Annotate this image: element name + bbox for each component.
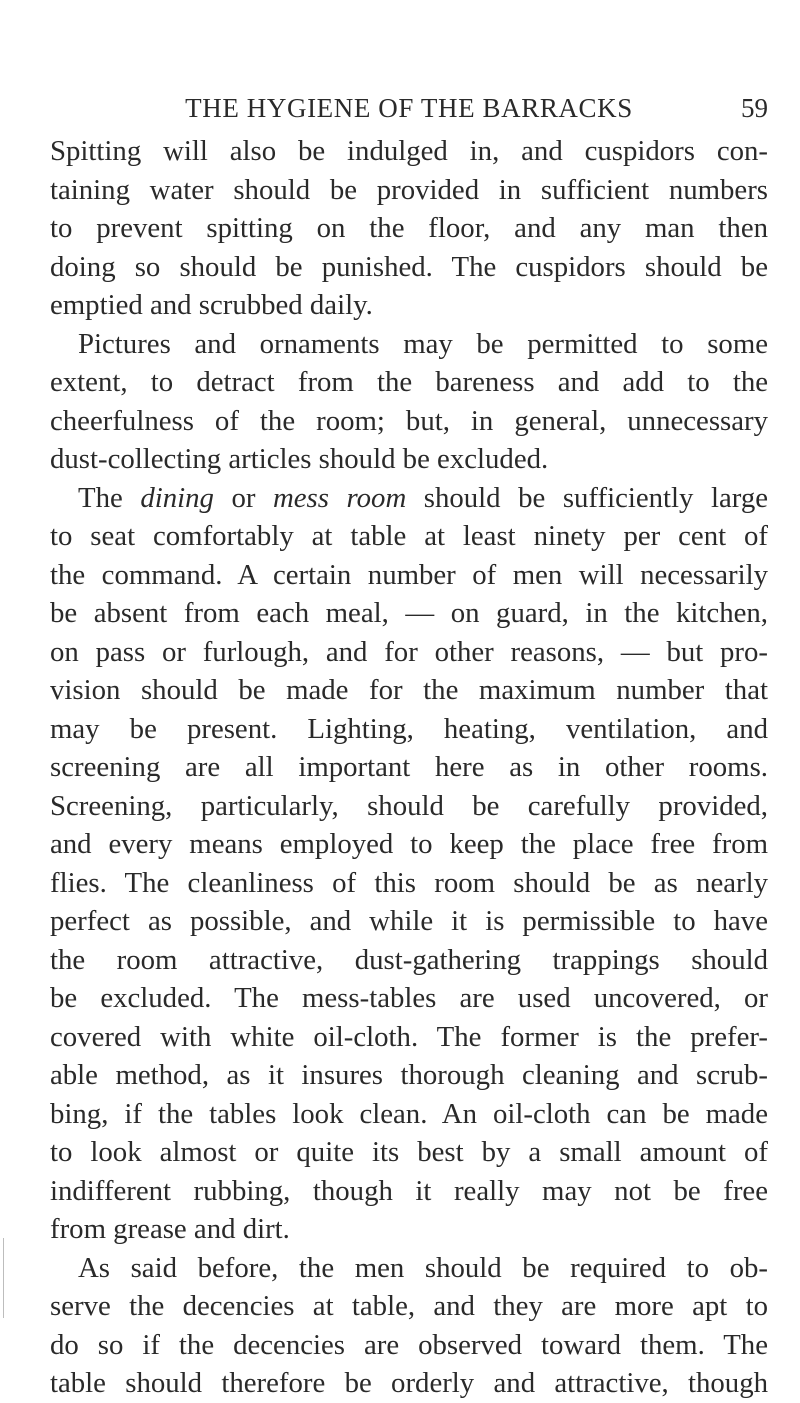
- text-line: extent, to detract from the bareness and add to the: [50, 366, 768, 398]
- text-run: or: [213, 481, 273, 514]
- text-line: the room attractive, dust-gathering trappings should: [50, 943, 768, 976]
- text-line: serve the decencies at table, and they are more apt to: [50, 1290, 768, 1322]
- text-line: may be present. Lighting, heating, ventilation, and: [50, 712, 768, 745]
- text-line: from grease and dirt.: [50, 1213, 290, 1245]
- paragraph-pictures: [50, 325, 768, 479]
- running-head: [50, 88, 768, 128]
- text-line: do so if the decencies are observed toward them. The: [50, 1328, 768, 1361]
- text-line: to seat comfortably at table at least ninety per cent of: [50, 520, 768, 552]
- text-line: table should therefore be orderly and attractive, though: [50, 1367, 768, 1399]
- text-line: be absent from each meal, — on guard, in the kitchen,: [50, 597, 768, 629]
- text-line: flies. The cleanliness of this room should be as nearly: [50, 866, 768, 899]
- text-line: and every means employed to keep the place free from: [50, 828, 768, 860]
- text-line: taining water should be provided in sufficient numbers: [50, 173, 768, 206]
- text-line: on pass or furlough, and for other reasons, — but pro-: [50, 635, 768, 668]
- text-line: perfect as possible, and while it is permissible to have: [50, 905, 768, 937]
- text-line: dust-collecting articles should be excluded.: [50, 443, 549, 475]
- book-page: [50, 88, 768, 1403]
- page-number: 59: [741, 93, 768, 123]
- text-run: should be sufficiently large: [406, 481, 769, 514]
- text-line: to prevent spitting on the floor, and any man then: [50, 212, 768, 244]
- text-line: bing, if the tables look clean. An oil-cloth can be made: [50, 1097, 768, 1130]
- text-line: cheerfulness of the room; but, in general, unnecessary: [50, 404, 768, 437]
- text-line: Pictures and ornaments may be permitted to some: [78, 327, 768, 360]
- text-line: emptied and scrubbed daily.: [50, 289, 373, 321]
- text-line: the command. A certain number of men will necessarily: [50, 558, 768, 591]
- running-title: THE HYGIENE OF THE BARRACKS: [185, 93, 633, 123]
- paragraph-spitting: [50, 132, 768, 325]
- text-line: covered with white oil-cloth. The former is the prefer-: [50, 1020, 768, 1053]
- text-line: As said before, the men should be required to ob-: [78, 1251, 768, 1284]
- body-text: [50, 132, 768, 1403]
- text-line: indifferent rubbing, though it really may not be free: [50, 1174, 768, 1207]
- paragraph-decencies: [50, 1249, 768, 1403]
- text-line: Screening, particularly, should be carefully provided,: [50, 789, 768, 822]
- text-line: able method, as it insures thorough cleaning and scrub-: [50, 1059, 768, 1091]
- text-line: [50, 479, 768, 518]
- scan-edge-mark: [3, 1238, 4, 1318]
- text-line: vision should be made for the maximum number that: [50, 674, 768, 706]
- text-line: screening are all important here as in other rooms.: [50, 751, 768, 783]
- text-line: be excluded. The mess-tables are used uncovered, or: [50, 982, 768, 1014]
- text-run: The: [78, 481, 141, 514]
- italic-term-mess-room: mess room: [272, 481, 407, 514]
- italic-term-dining: dining: [140, 481, 214, 514]
- paragraph-dining-room: [50, 479, 768, 1249]
- text-line: to look almost or quite its best by a small amount of: [50, 1136, 768, 1168]
- text-line: Spitting will also be indulged in, and cuspidors con-: [50, 135, 768, 167]
- text-line: doing so should be punished. The cuspidors should be: [50, 250, 768, 283]
